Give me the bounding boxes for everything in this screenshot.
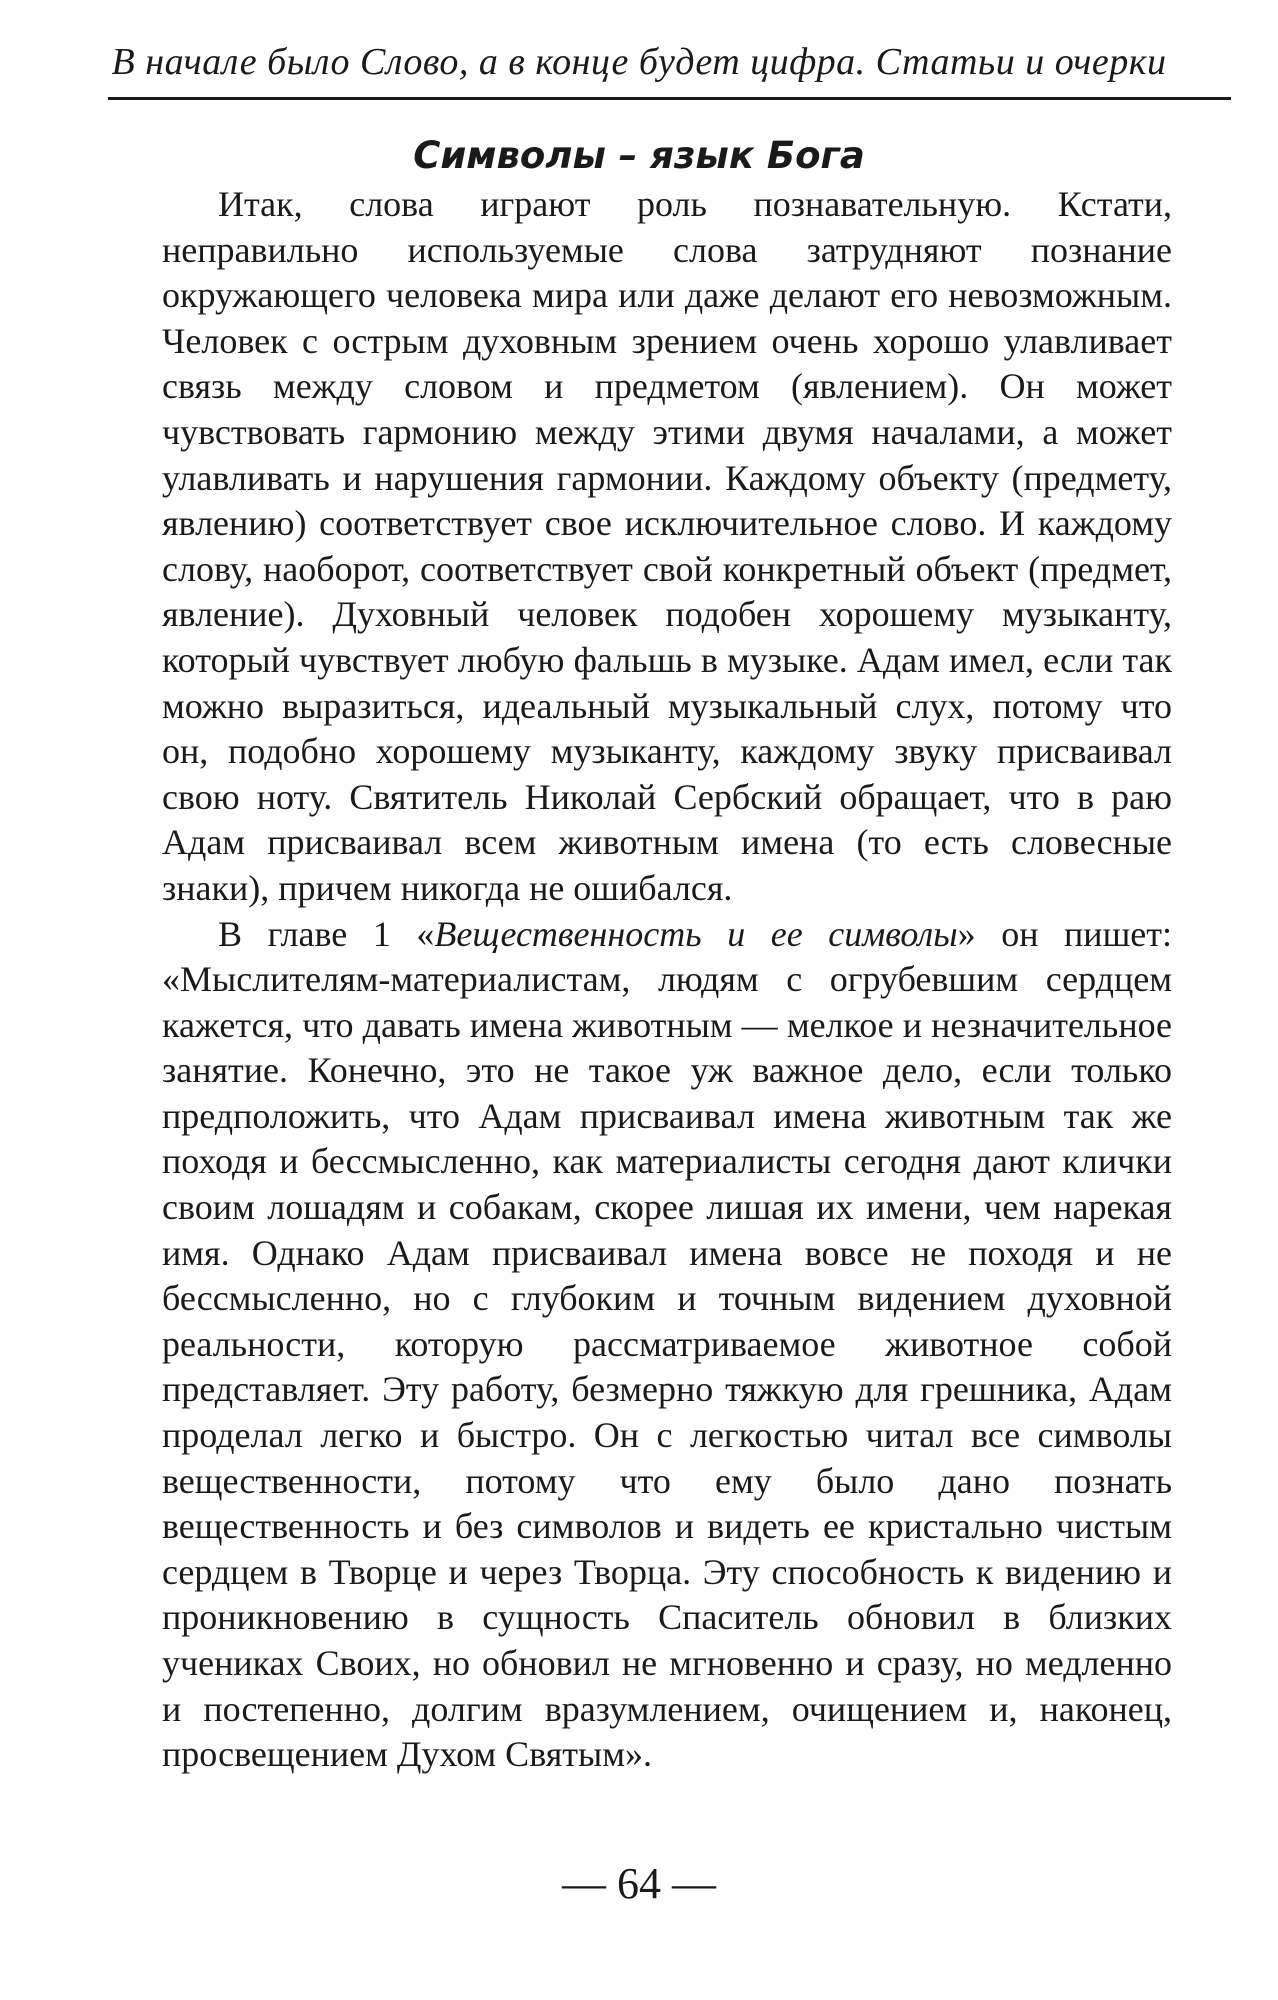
paragraph-1: Итак, слова играют роль познавательную. Кстати, неправильно используемые слова затрудняют познание окружающего человека мира или даже делают его невозможным. Человек с острым духовным зрением очень хорошо улавливает связь между словом и предметом (явлением). Он может чувствовать гармонию между этими двумя началами, а может улавливать и нарушения гармонии. Каждому объекту (предмету, явлению) соответствует свое исключительное слово. И каждому слову, наоборот, соответствует свой конкретный объект (предмет, явление). Духовный человек подобен хорошему музыканту, который чувствует любую фальшь в музыке. Адам имел, если так можно выразиться, идеальный музыкальный слух, потому что он, подобно хорошему музыканту, каждому звуку присваивал свою ноту. Святитель Николай Сербский обращает, что в раю Адам присваивал всем животным имена (то есть словесные знаки), причем никогда не ошибался.	[162, 184, 1172, 908]
paragraph-2-text: » он пишет: «Мыслителям-материалистам, людям с огрубевшим сердцем кажется, что давать имена животным — мелкое и незначительное занятие. Конечно, это не такое уж важное дело, если только предположить, что Адам присваивал имена животным так же походя и бессмысленно, как материалисты сегодня дают клички своим лошадям и собакам, скорее лишая их имени, чем нарекая имя. Однако Адам присваивал имена вовсе не походя и не бессмысленно, но с глубоким и точным видением духовной реальности, которую рассматриваемое животное собой представляет. Эту работу, безмерно тяжкую для грешника, Адам проделал легко и быстро. Он с легкостью читал все символы вещественности, потому что ему было дано познать вещественность и без символов и видеть ее кристально чистым сердцем в Творце и через Творца. Эту способность к видению и проникновению в сущность Спаситель обновил в близких учениках Своих, но обновил не мгновенно и сразу, но медленно и постепенно, долгим вразумлением, очищением и, наконец, просвещением Духом Святым».	[162, 913, 1172, 1775]
running-header: В начале было Слово, а в конце будет цифра. Статьи и очерки	[111, 41, 1167, 83]
paragraph-2	[162, 912, 1172, 1778]
section-title: Символы – язык Бога	[413, 134, 865, 177]
header-divider	[108, 97, 1231, 100]
book-chapter-title: Вещественность и ее символы	[434, 913, 958, 954]
body-text	[162, 182, 1172, 1778]
page-number: — 64 —	[562, 1859, 716, 1908]
paragraph-2-lead: В главе 1 «	[218, 913, 435, 954]
